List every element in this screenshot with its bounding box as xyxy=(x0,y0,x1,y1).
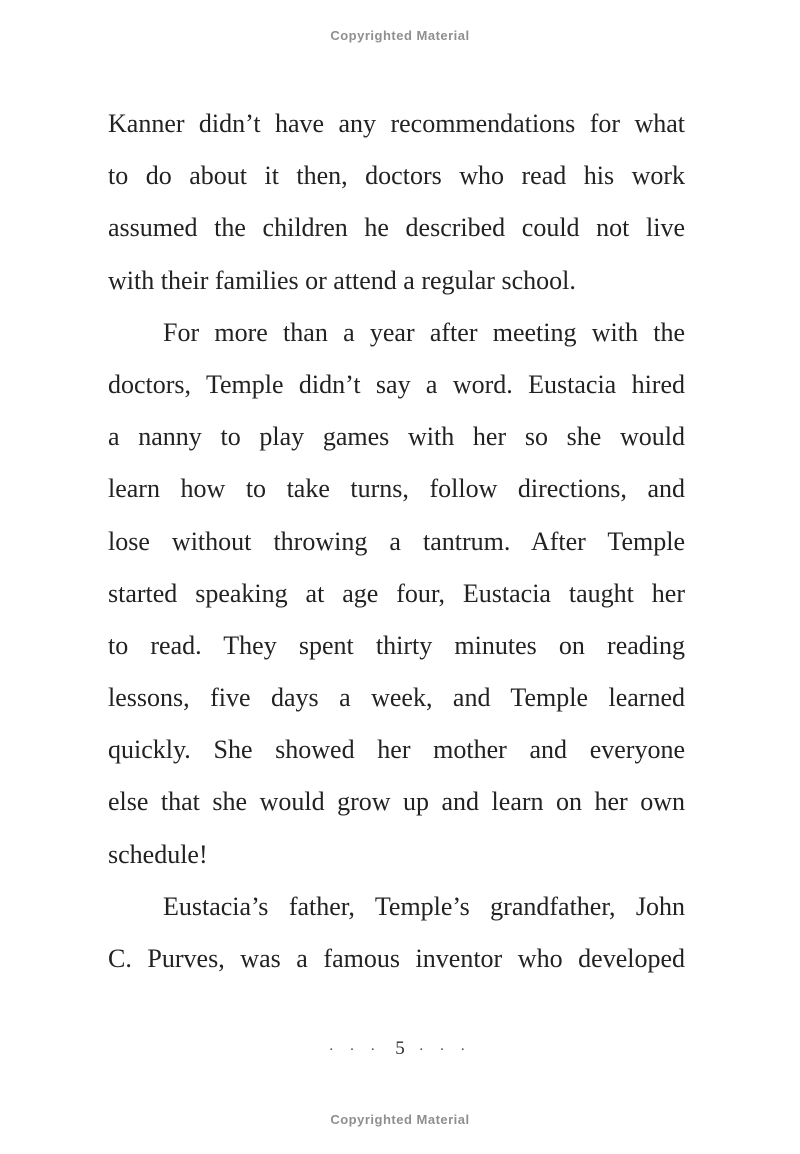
text-line: to read. They spent thirty minutes on reading xyxy=(108,630,685,660)
text-line: For more than a year after meeting with the xyxy=(163,317,685,347)
text-line: quickly. She showed her mother and everyone xyxy=(108,735,685,765)
text-line: Kanner didn’t have any recommendations for what xyxy=(108,109,685,138)
text-line: to do about it then, doctors who read his work xyxy=(108,161,685,191)
copyright-notice-bottom: Copyrighted Material xyxy=(330,1112,470,1127)
text-line: C. Purves, was a famous inventor who developed xyxy=(108,944,685,973)
page-footer xyxy=(0,1038,800,1060)
text-line: lose without throwing a tantrum. After Temple xyxy=(108,526,685,556)
body-text xyxy=(108,98,685,985)
page-number-ornament-right: · · · xyxy=(418,1042,472,1058)
text-line: lessons, five days a week, and Temple learned xyxy=(108,683,685,713)
text-line: started speaking at age four, Eustacia taught her xyxy=(108,578,685,608)
page-number-ornament-left: · · · xyxy=(328,1042,382,1058)
copyright-notice-top: Copyrighted Material xyxy=(330,28,470,43)
text-line: assumed the children he described could not live xyxy=(108,213,685,243)
text-line: learn how to take turns, follow directions, and xyxy=(108,474,685,504)
page-number: 5 xyxy=(395,1038,405,1059)
text-line: Eustacia’s father, Temple’s grandfather, John xyxy=(163,891,685,921)
text-line: with their families or attend a regular school. xyxy=(108,265,576,295)
text-line: schedule! xyxy=(108,839,208,869)
text-line: doctors, Temple didn’t say a word. Eustacia hired xyxy=(108,369,685,399)
text-line: else that she would grow up and learn on her own xyxy=(108,787,685,817)
text-line: a nanny to play games with her so she would xyxy=(108,422,685,452)
